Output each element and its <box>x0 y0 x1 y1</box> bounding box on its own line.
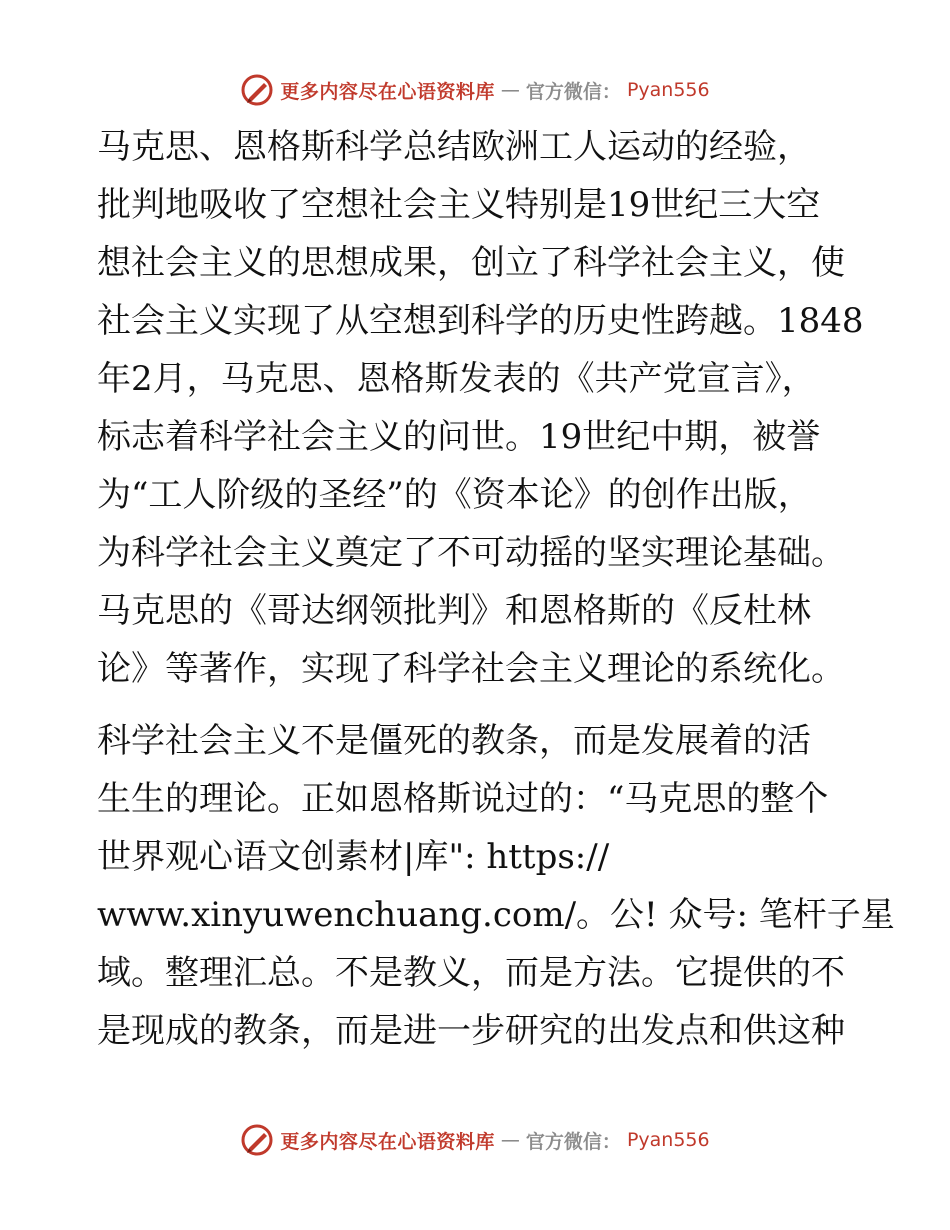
text-line: 生生的理论。正如恩格斯说过的：“马克思的整个 <box>97 779 829 819</box>
text-line: 标志着科学社会主义的问世。19世纪中期，被誉 <box>97 417 821 457</box>
watermark-wechat-id: Pyan556 <box>626 79 710 101</box>
text-line: 世界观心语文创素材|库": https:// <box>97 837 610 877</box>
text-line: 为“工人阶级的圣经”的《资本论》的创作出版， <box>97 475 812 515</box>
text-line: 为科学社会主义奠定了不可动摇的坚实理论基础。 <box>97 533 845 573</box>
text-line: 想社会主义的思想成果，创立了科学社会主义，使 <box>97 243 845 283</box>
watermark-wechat-label: 官方微信： <box>525 80 621 103</box>
pen-logo-icon <box>240 1123 274 1157</box>
text-line: 马克思、恩格斯科学总结欧洲工人运动的经验， <box>97 127 811 167</box>
paragraph-2 <box>97 712 895 1060</box>
text-line: 科学社会主义不是僵死的教条，而是发展着的活 <box>97 721 811 761</box>
header-watermark <box>0 70 950 110</box>
watermark-brand: 更多内容尽在心语资料库 <box>280 80 495 103</box>
watermark-dash: — <box>500 79 520 101</box>
watermark-brand: 更多内容尽在心语资料库 <box>280 1130 495 1153</box>
text-line: 马克思的《哥达纲领批判》和恩格斯的《反杜林 <box>97 591 811 631</box>
text-line: 年2月，马克思、恩格斯发表的《共产党宣言》， <box>97 359 816 399</box>
watermark-wechat-id: Pyan556 <box>626 1129 710 1151</box>
text-line: 是现成的教条，而是进一步研究的出发点和供这种 <box>97 1011 845 1051</box>
pen-logo-icon <box>240 73 274 107</box>
text-line: 域。整理汇总。不是教义，而是方法。它提供的不 <box>97 953 845 993</box>
text-line: 批判地吸收了空想社会主义特别是19世纪三大空 <box>97 185 821 225</box>
text-line: 社会主义实现了从空想到科学的历史性跨越。1848 <box>97 301 864 341</box>
watermark-wechat-label: 官方微信： <box>525 1130 621 1153</box>
text-line: 论》等著作，实现了科学社会主义理论的系统化。 <box>97 649 845 689</box>
footer-watermark <box>0 1120 950 1160</box>
paragraph-spacer <box>97 698 857 712</box>
text-line: www.xinyuwenchuang.com/。公! 众号: 笔杆子星 <box>97 895 895 935</box>
document-body <box>97 118 895 1060</box>
paragraph-1 <box>97 118 864 698</box>
watermark-dash: — <box>500 1129 520 1151</box>
